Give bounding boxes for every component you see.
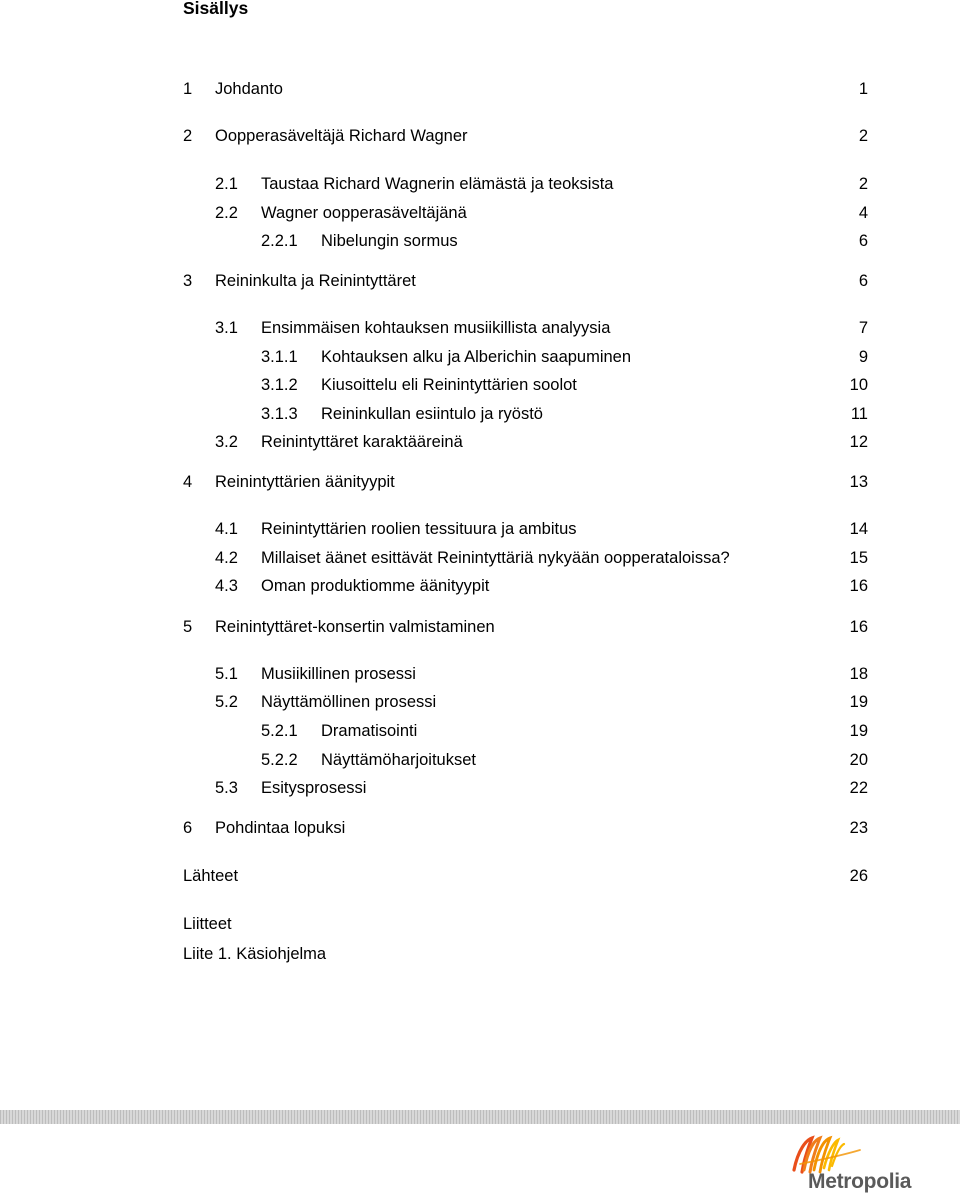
toc-entry-title: Kohtauksen alku ja Alberichin saapuminen [321, 348, 632, 366]
toc-entry-2[interactable] [0, 125, 960, 147]
toc-entry-page: 19 [849, 693, 868, 711]
toc-entry-title: Reinintyttäret-konsertin valmistaminen [215, 618, 495, 636]
toc-entry-4-2[interactable] [0, 547, 960, 569]
toc-entry-number: 5.2 [215, 693, 238, 711]
toc-heading: Sisällys [183, 0, 249, 18]
toc-entry-title: Pohdintaa lopuksi [215, 819, 346, 837]
toc-entry-title: Taustaa Richard Wagnerin elämästä ja teoksista [261, 175, 614, 193]
toc-entry-4-1[interactable] [0, 518, 960, 540]
toc-entry-number: 5.2.2 [261, 751, 298, 769]
toc-entry-page: 14 [849, 520, 868, 538]
toc-entry-3-2[interactable] [0, 431, 960, 453]
toc-entry-page: 18 [849, 665, 868, 683]
toc-entry-page: 6 [858, 272, 868, 290]
toc-entry-page: 15 [849, 549, 868, 567]
toc-entry-number: 2 [183, 127, 193, 145]
toc-entry-number: 3.1.3 [261, 405, 298, 423]
toc-entry-2-2-1[interactable] [0, 230, 960, 252]
toc-entry-page: 12 [849, 433, 868, 451]
toc-entry-page: 16 [849, 577, 868, 595]
toc-entry-4[interactable] [0, 471, 960, 493]
toc-entry-page: 7 [858, 319, 868, 337]
toc-entry-title: Reinintyttäret karaktääreinä [261, 433, 463, 451]
toc-entry-title: Reininkullan esiintulo ja ryöstö [321, 405, 543, 423]
toc-entry-2-1[interactable] [0, 173, 960, 195]
toc-entry-page: 23 [849, 819, 868, 837]
toc-entry-page: 2 [858, 175, 868, 193]
toc-entry-3-1-3[interactable] [0, 403, 960, 425]
toc-entry-page: 20 [849, 751, 868, 769]
toc-entry-number: 5 [183, 618, 193, 636]
toc-entry-5[interactable] [0, 616, 960, 638]
toc-entry-page: 13 [849, 473, 868, 491]
toc-entry-title: Musiikillinen prosessi [261, 665, 416, 683]
toc-entry-number: 3.1.1 [261, 348, 298, 366]
toc-entry-5-2[interactable] [0, 691, 960, 713]
toc-entry-number: 2.2 [215, 204, 238, 222]
toc-entry-number: 5.1 [215, 665, 238, 683]
toc-entry-title: Reinintyttärien äänityypit [215, 473, 395, 491]
toc-entry-number: 4.1 [215, 520, 238, 538]
toc-entry-title: Oman produktiomme äänityypit [261, 577, 490, 595]
toc-entry-page: 1 [858, 80, 868, 98]
toc-entry-number: 2.1 [215, 175, 238, 193]
toc-entry-title: Reininkulta ja Reinintyttäret [215, 272, 416, 290]
toc-entry-number: 4 [183, 473, 193, 491]
toc-entry-title: Johdanto [215, 80, 283, 98]
toc-entry-title: Reinintyttärien roolien tessituura ja ambitus [261, 520, 577, 538]
toc-entry-5-1[interactable] [0, 663, 960, 685]
toc-entry-sources[interactable] [0, 865, 960, 887]
toc-entry-number: 2.2.1 [261, 232, 298, 250]
toc-entry-number: 5.3 [215, 779, 238, 797]
toc-entry-1[interactable] [0, 78, 960, 100]
toc-entry-title: Näyttämöllinen prosessi [261, 693, 437, 711]
toc-entry-title: Dramatisointi [321, 722, 418, 740]
toc-entry-number: 3.2 [215, 433, 238, 451]
toc-entry-page: 9 [858, 348, 868, 366]
toc-entry-title: Näyttämöharjoitukset [321, 751, 476, 769]
toc-entry-5-2-2[interactable] [0, 749, 960, 771]
toc-entry-3-1-2[interactable] [0, 374, 960, 396]
metropolia-logo-text: Metropolia [808, 1170, 912, 1193]
toc-entry-3[interactable] [0, 270, 960, 292]
toc-entry-page: 4 [858, 204, 868, 222]
toc-entry-page: 26 [849, 867, 868, 885]
footer-band [0, 1110, 960, 1124]
toc-entry-page: 6 [858, 232, 868, 250]
toc-entry-title: Lähteet [183, 867, 239, 885]
toc-entry-title: Nibelungin sormus [321, 232, 458, 250]
toc-entry-5-3[interactable] [0, 777, 960, 799]
toc-entry-number: 3.1.2 [261, 376, 298, 394]
toc-entry-number: 5.2.1 [261, 722, 298, 740]
toc-entry-title: Kiusoittelu eli Reinintyttärien soolot [321, 376, 577, 394]
toc-entry-title: Ensimmäisen kohtauksen musiikillista analyysia [261, 319, 611, 337]
toc-entry-page: 16 [849, 618, 868, 636]
toc-entry-title: Millaiset äänet esittävät Reinintyttäriä nykyään oopperataloissa? [261, 549, 730, 567]
toc-entry-3-1-1[interactable] [0, 346, 960, 368]
toc-entry-title: Oopperasäveltäjä Richard Wagner [215, 127, 468, 145]
toc-entry-6[interactable] [0, 817, 960, 839]
toc-entry-title: Esitysprosessi [261, 779, 367, 797]
toc-entry-number: 6 [183, 819, 193, 837]
toc-entry-page: 19 [849, 722, 868, 740]
toc-entry-5-2-1[interactable] [0, 720, 960, 742]
toc-entry-page: 11 [850, 405, 868, 423]
toc-entry-number: 4.2 [215, 549, 238, 567]
toc-entry-3-1[interactable] [0, 317, 960, 339]
toc-entry-2-2[interactable] [0, 202, 960, 224]
toc-entry-number: 4.3 [215, 577, 238, 595]
toc-entry-page: 22 [849, 779, 868, 797]
toc-entry-number: 3 [183, 272, 193, 290]
toc-entry-page: 10 [849, 376, 868, 394]
toc-entry-number: 3.1 [215, 319, 238, 337]
toc-entry-page: 2 [858, 127, 868, 145]
appendix-item[interactable]: Liite 1. Käsiohjelma [183, 945, 327, 963]
toc-entry-number: 1 [183, 80, 193, 98]
appendices-heading: Liitteet [183, 915, 232, 933]
toc-entry-title: Wagner oopperasäveltäjänä [261, 204, 467, 222]
toc-entry-4-3[interactable] [0, 575, 960, 597]
